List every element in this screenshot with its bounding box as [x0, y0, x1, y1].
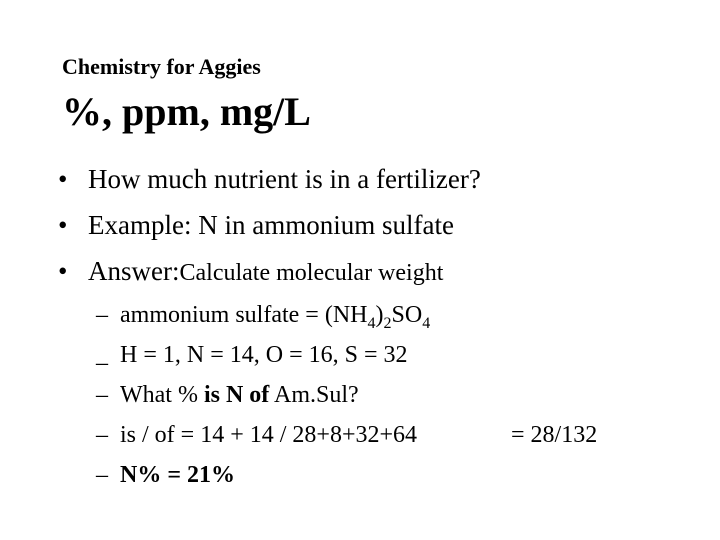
- bullet-item: [58, 256, 443, 287]
- formula-so: SO: [391, 302, 423, 328]
- calc-result: = 28/132: [511, 422, 598, 448]
- slide-subtitle: Chemistry for Aggies: [62, 54, 261, 79]
- formula-prefix: ammonium sulfate = (NH: [120, 302, 368, 328]
- formula-subscript: 4: [422, 315, 431, 332]
- bullet-text: Calculate molecular weight: [179, 260, 444, 286]
- answer-text: N% = 21%: [120, 462, 236, 488]
- calc-text: is / of = 14 + 14 / 28+8+32+64: [120, 422, 418, 448]
- question-post: Am.Sul?: [269, 382, 359, 408]
- bullet-item: [58, 164, 481, 195]
- bullet-marker: •: [58, 164, 68, 194]
- bullet-lead: Answer:: [88, 256, 180, 286]
- question-bold: is N of: [203, 382, 270, 408]
- bullet-marker: •: [58, 256, 68, 286]
- sub-bullet-marker: –: [96, 382, 108, 408]
- sub-bullet-question: [96, 382, 359, 409]
- sub-bullet-formula: [96, 302, 431, 332]
- sub-bullet-marker: –: [96, 302, 108, 328]
- sub-bullet-weights: [96, 342, 407, 369]
- sub-bullet-calc: [96, 422, 598, 449]
- sub-bullet-answer: [96, 462, 235, 489]
- weights-text: H = 1, N = 14, O = 16, S = 32: [120, 342, 408, 368]
- sub-bullet-marker: _: [96, 342, 108, 368]
- question-pre: What %: [120, 382, 204, 408]
- bullet-marker: •: [58, 210, 68, 240]
- sub-bullet-marker: –: [96, 462, 108, 488]
- bullet-item: [58, 210, 454, 241]
- sub-bullet-marker: –: [96, 422, 108, 448]
- formula-paren: ): [375, 302, 384, 328]
- bullet-text: Example: N in ammonium sulfate: [88, 210, 454, 240]
- formula-subscript: 4: [367, 315, 376, 332]
- slide-title: %, ppm, mg/L: [62, 89, 311, 134]
- formula-subscript: 2: [383, 315, 392, 332]
- bullet-text: How much nutrient is in a fertilizer?: [88, 164, 481, 194]
